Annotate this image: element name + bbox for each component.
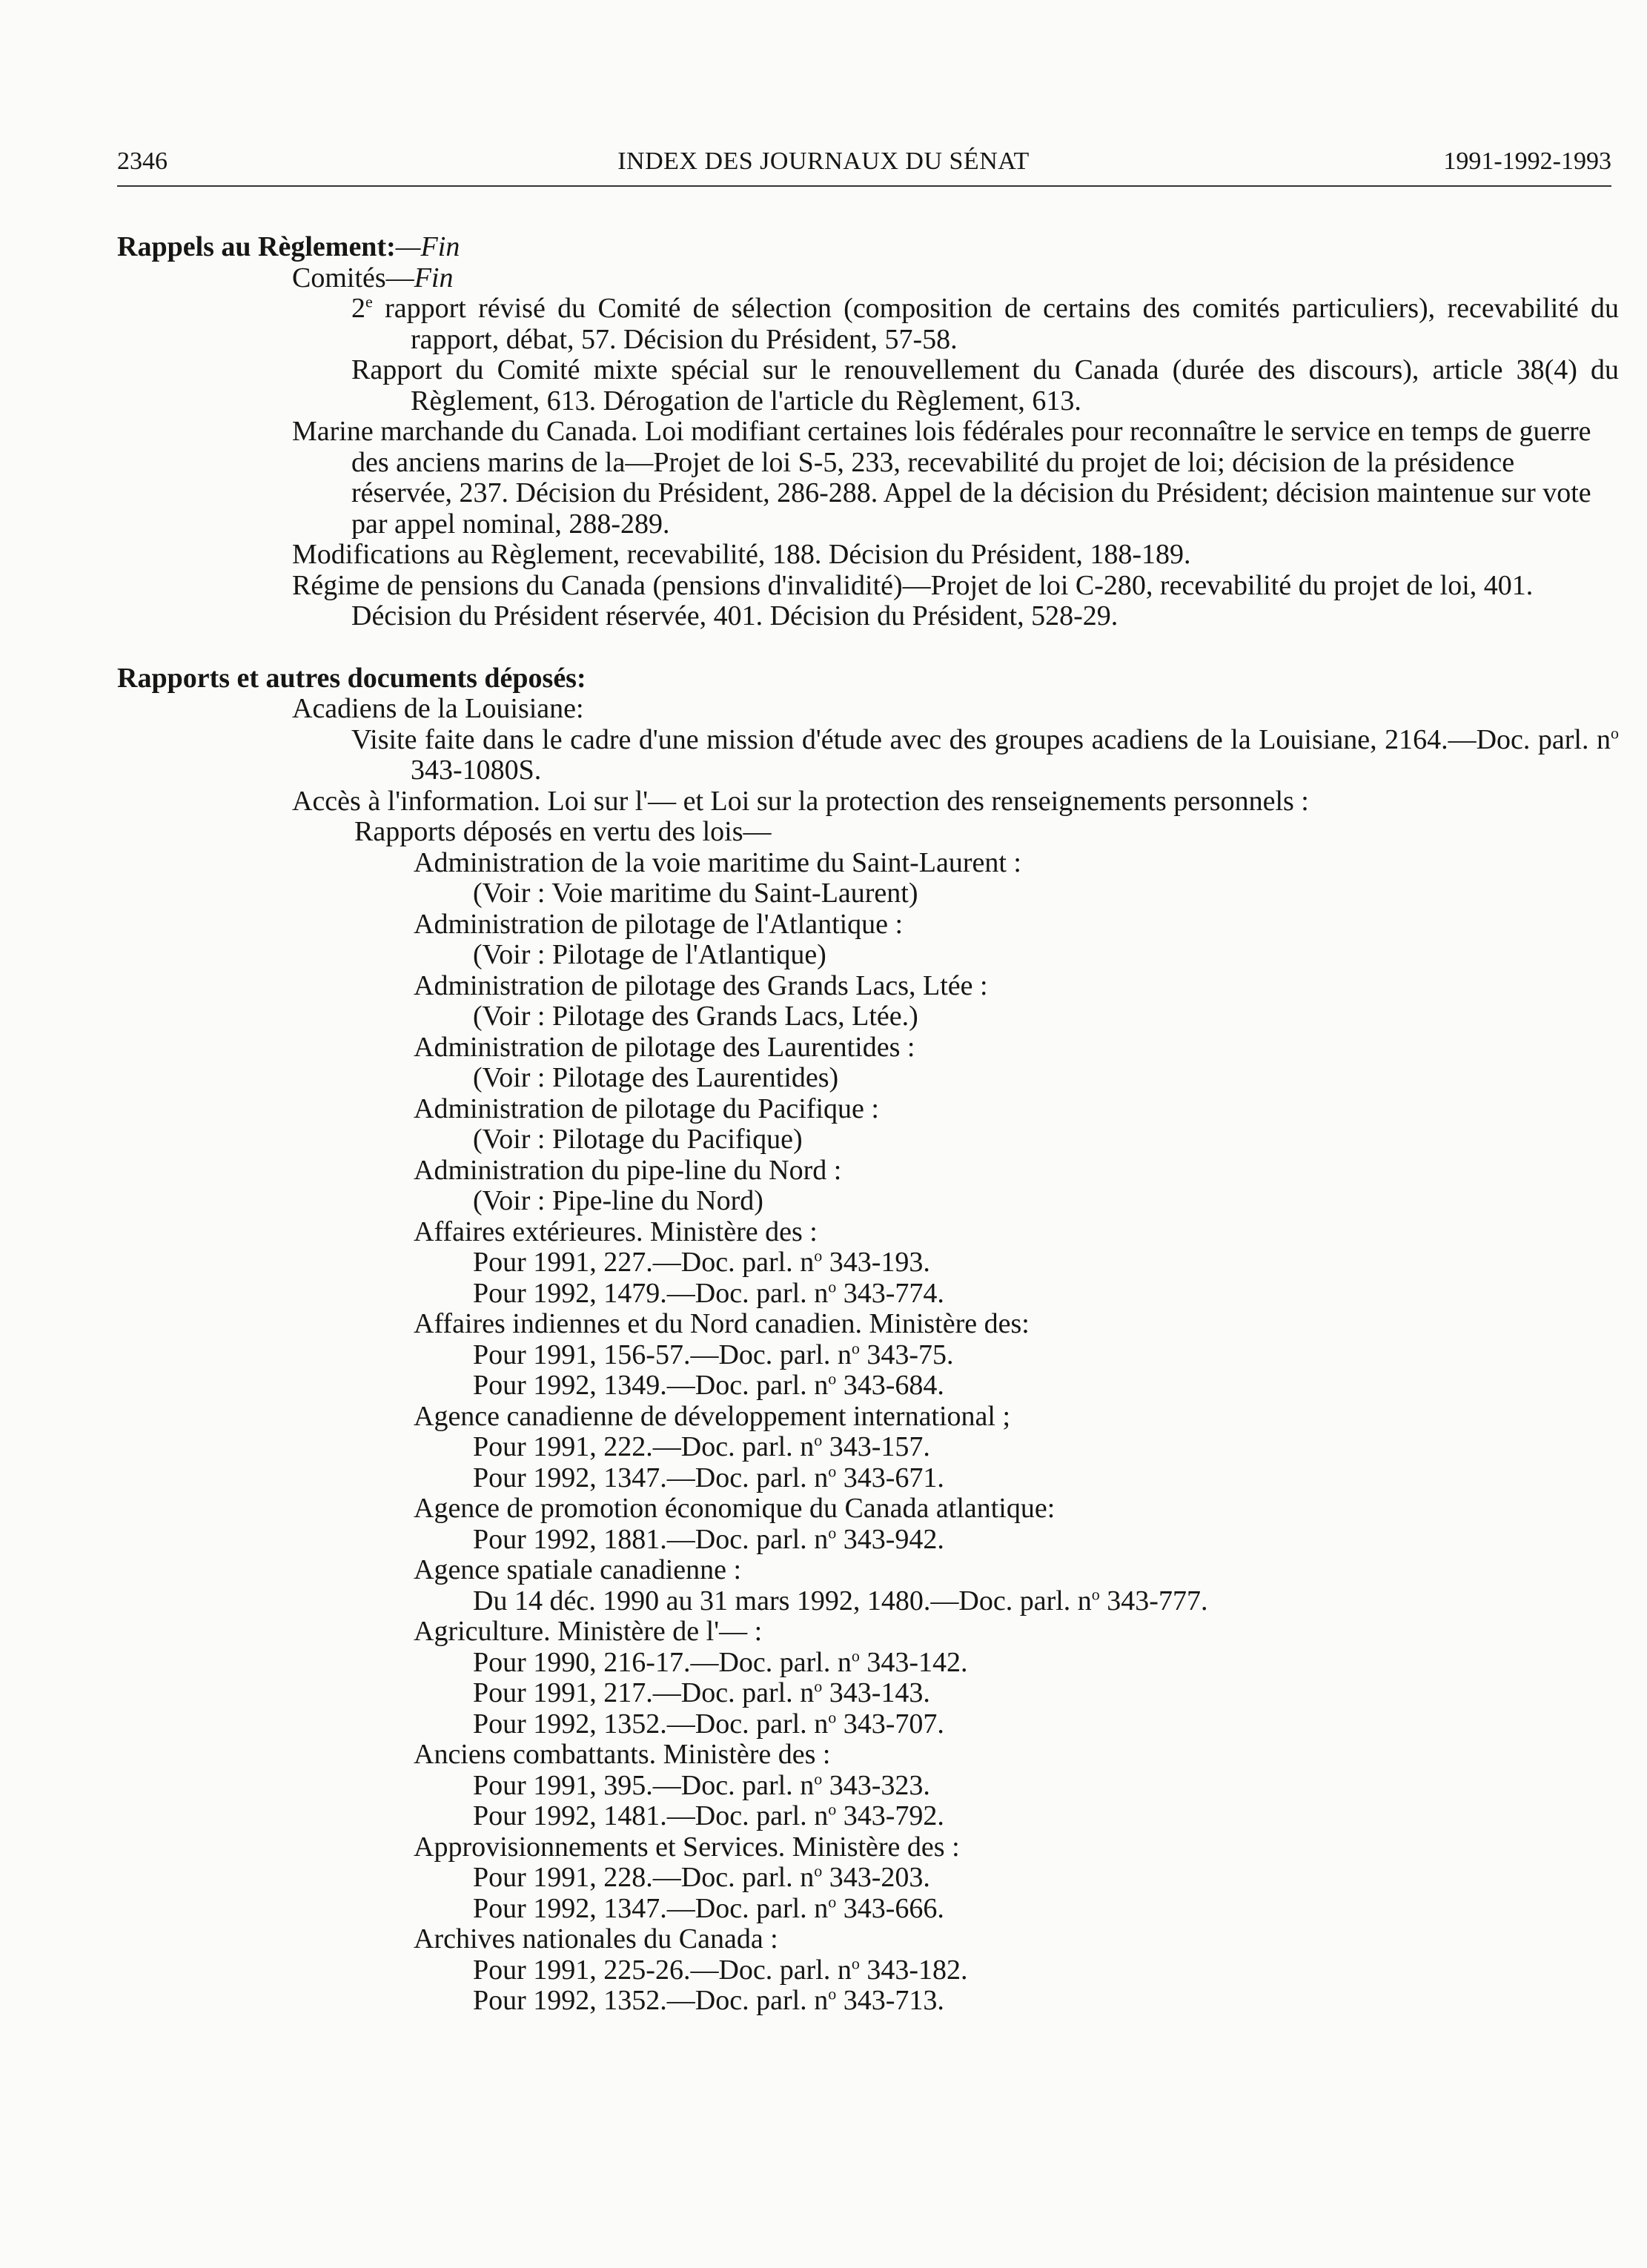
index-entry: (Voir : Pilotage des Laurentides) (473, 1062, 839, 1093)
index-entry: 2e rapport révisé du Comité de sélection (composition de certains des comités particuliers), recevabilité du rapport, débat, 57. Décision du Président, 57-58. (351, 292, 1619, 355)
index-entry: (Voir : Pilotage du Pacifique) (473, 1124, 803, 1155)
index-entry: Administration de pilotage de l'Atlantique : (414, 908, 904, 940)
index-entry: Archives nationales du Canada : (414, 1923, 778, 1954)
section-gap (117, 632, 1619, 663)
index-entry: Du 14 déc. 1990 au 31 mars 1992, 1480.—Doc. parl. $n^o$ 343-777. (473, 1584, 1208, 1617)
index-entry: Affaires extérieures. Ministère des : (414, 1216, 818, 1247)
index-entry: Administration de la voie maritime du Saint-Laurent : (414, 846, 1021, 878)
index-entry: Pour 1992, 1481.—Doc. parl. $n^o$ 343-792. (473, 1800, 944, 1831)
index-entry: Administration du pipe-line du Nord : (414, 1154, 842, 1186)
index-entry: (Voir : Pilotage de l'Atlantique) (473, 939, 826, 970)
page-number: 2346 (117, 147, 168, 175)
index-content (117, 232, 1619, 2017)
index-entry: Pour 1991, 395.—Doc. parl. $n^o$ 343-323. (473, 1768, 930, 1801)
index-entry: Comités—Fin (292, 262, 454, 294)
index-entry: Agriculture. Ministère de l'— : (414, 1616, 763, 1647)
index-entry: Modifications au Règlement, recevabilité, 188. Décision du Président, 188-189. (292, 539, 1191, 570)
index-entry: Administration de pilotage du Pacifique : (414, 1092, 879, 1124)
index-entry: Pour 1991, 156-57.—Doc. parl. $n^o$ 343-75. (473, 1338, 954, 1370)
index-entry: (Voir : Pipe-line du Nord) (473, 1185, 763, 1216)
index-entry: Pour 1992, 1347.—Doc. parl. $n^o$ 343-666. (473, 1891, 944, 1924)
index-entry: Pour 1992, 1352.—Doc. parl. $n^o$ 343-707. (473, 1707, 944, 1740)
index-entry: Visite faite dans le cadre d'une mission d'étude avec des groupes acadiens de la Louisiane, 2164.—Doc. parl. $n^o$ 343-1080S. (351, 723, 1619, 786)
index-entry: Anciens combattants. Ministère des : (414, 1739, 831, 1770)
index-entry: Pour 1991, 227.—Doc. parl. $n^o$ 343-193. (473, 1246, 930, 1278)
index-entry: Agence canadienne de développement international ; (414, 1400, 1011, 1432)
index-entry: Agence de promotion économique du Canada atlantique: (414, 1493, 1056, 1524)
index-entry: Administration de pilotage des Grands Lacs, Ltée : (414, 969, 988, 1001)
index-entry: Accès à l'information. Loi sur l'— et Loi sur la protection des renseignements personnels : (292, 785, 1309, 817)
index-entry: Pour 1991, 217.—Doc. parl. $n^o$ 343-143. (473, 1677, 930, 1708)
index-entry: Rapport du Comité mixte spécial sur le renouvellement du Canada (durée des discours), article 38(4) du Règlement, 613. Dérogation de l'article du Règlement, 613. (351, 354, 1619, 417)
index-entry: Pour 1991, 225-26.—Doc. parl. $n^o$ 343-182. (473, 1953, 968, 1986)
index-entry: Pour 1991, 228.—Doc. parl. $n^o$ 343-203. (473, 1861, 930, 1893)
index-entry: Approvisionnements et Services. Ministère des : (414, 1831, 960, 1863)
index-entry: Marine marchande du Canada. Loi modifiant certaines lois fédérales pour reconnaître le service en temps de guerre des anciens marins de la—Projet de loi S-5, 233, recevabilité du projet de loi; décision de la présidence réservée, 237. Décision du Président, 286-288. Appel de la décision du Président; décision maintenue sur vote par appel nominal, 288-289. (292, 416, 1591, 540)
index-entry: Pour 1990, 216-17.—Doc. parl. $n^o$ 343-142. (473, 1645, 968, 1678)
index-entry: (Voir : Pilotage des Grands Lacs, Ltée.) (473, 1001, 918, 1032)
index-entry: Pour 1992, 1881.—Doc. parl. $n^o$ 343-942. (473, 1522, 944, 1555)
index-entry: Rapports déposés en vertu des lois— (354, 816, 772, 847)
index-entry: Agence spatiale canadienne : (414, 1554, 742, 1585)
index-entry: Pour 1992, 1479.—Doc. parl. $n^o$ 343-774. (473, 1276, 944, 1309)
running-title: INDEX DES JOURNAUX DU SÉNAT (617, 147, 1030, 175)
index-entry: Pour 1992, 1349.—Doc. parl. $n^o$ 343-684. (473, 1369, 944, 1401)
index-entry: Régime de pensions du Canada (pensions d'invalidité)—Projet de loi C-280, recevabilité du projet de loi, 401. Décision du Président réservée, 401. Décision du Président, 528-29. (292, 569, 1534, 631)
index-entry: Administration de pilotage des Laurentides : (414, 1031, 915, 1063)
index-entry: Pour 1992, 1347.—Doc. parl. $n^o$ 343-671. (473, 1461, 944, 1493)
index-entry: (Voir : Voie maritime du Saint-Laurent) (473, 878, 918, 909)
index-entry: Acadiens de la Louisiane: (292, 693, 584, 724)
index-entry: Affaires indiennes et du Nord canadien. Ministère des: (414, 1308, 1030, 1339)
index-entry: Pour 1991, 222.—Doc. parl. $n^o$ 343-157. (473, 1430, 930, 1462)
header-rule (117, 185, 1611, 187)
index-entry: Pour 1992, 1352.—Doc. parl. $n^o$ 343-713. (473, 1984, 944, 2016)
section-heading: Rappels au Règlement:—Fin (117, 231, 460, 262)
heading-suffix: —Fin (395, 231, 460, 262)
header-years: 1991-1992-1993 (1443, 147, 1611, 175)
section-heading: Rapports et autres documents déposés: (117, 662, 586, 694)
